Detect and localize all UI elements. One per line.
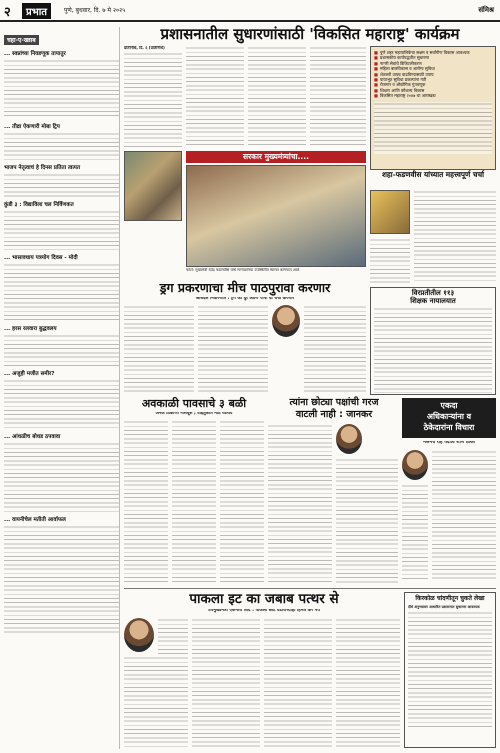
highlights-box [370,46,496,170]
column-item-title: ... भासावधाय पत्रयोग दिवस - मोदी [4,255,78,261]
feature-subhead: मसमेचे राह पदावि शीर्ण ठोका [423,441,475,445]
article-text [4,210,119,250]
article-text [264,618,332,748]
article-text [124,52,182,148]
section-label: संमिश्र [478,6,494,14]
bullet-item: ■ पुणे शहर महापालिकेचा सक्षम व सर्वांगीण विकास आवश्यक [374,50,470,55]
masthead [0,0,500,22]
article-text [304,305,366,393]
bird-story-headline-2: वाटली नाही : जानकर [295,409,373,420]
article-text [124,420,168,584]
divider [124,588,496,589]
article-text [4,132,119,160]
news-photo [124,151,182,221]
article-text [192,618,260,748]
newspaper-logo: प्रभात [22,3,51,19]
page-number: २ [4,5,11,20]
article-text [374,307,492,393]
article-text [124,305,194,393]
article-text [4,525,119,635]
main-headline: प्रशासनातील सुधारणांसाठी 'विकसित महाराष्ट्र' कार्यक्रम [160,25,460,43]
left-column [4,27,120,749]
article-text [172,420,216,584]
column-header: चहा-ए-ख्वाब [4,35,39,45]
article-text [4,334,119,366]
main-news-photo [186,165,366,267]
study-box [370,287,496,395]
photo-caption: फोटो: मुख्यमंत्री देवेंद्र फडणवीस यांचे मान्यवरांच्या उपस्थितीत स्वागत करण्यात आले. [186,268,301,272]
study-box-title: शिक्षक नायालयात [410,296,456,305]
article-text [4,173,119,197]
article-text [124,656,188,748]
bullet-item: ■ महिला बालविकास व आरोग्य सुविधा [374,66,435,72]
article-text [408,611,492,729]
drug-story-subhead: ओबदले निवारणात : ट्रग का दुर आणि पापी वा चर्चा करणार [195,297,295,301]
article-text [336,618,400,748]
bottom-subhead: उपमुख्यमंत्री एकनाथ शिंदे : पाकला छोटे वटाराच्याही हिंमत कर नये [208,609,320,613]
news-photo [370,190,410,234]
sidebar-box-title: किरकोळ चांदणीतून चुकते लेखा [415,595,485,602]
shah-fadnavis-headline: शहा-फडणवीस यांच्यात महत्त्वपूर्ण चर्चा [381,170,485,179]
bullet-item: ■ नागरी सेवांचे डिजिटलीकरण [374,60,422,66]
sidebar-box [404,592,496,748]
article-text [310,46,366,148]
bullet-item: ■ शिक्षण आणि कौशल्य विकास [374,87,425,93]
column-item-title: ... स्वप्नांच्या निवडणूक तापातुर [4,51,66,57]
main-byline: प्रतिनिधि, दि. ६ (प्रतिनिधि) [124,46,165,50]
feature-line-3: ठेकेदारांना विचारा [423,423,475,432]
article-text [248,46,306,148]
person-photo [272,305,300,337]
article-text [186,46,244,148]
article-text [158,618,188,654]
article-text [4,442,119,512]
bullet-item: ■ पायाभूत सुविधा प्रकल्पांना गती [374,77,427,83]
column-item-title: ... अजुही मजीत समीर? [4,371,55,377]
bullet-item: ■ शेतकरी उत्पन्न वाढविण्यासाठी उपाय [374,71,434,77]
article-text [402,484,428,582]
study-box-header: विरप्रतीतील ११३ [411,289,455,297]
section-banner: सरकार मुख्यमंत्र्यांचा.... [186,151,366,163]
column-item-title: ... वायनीचेल मतीती आर्वाफल [4,517,66,523]
person-photo [336,424,362,454]
column-item-title: भाजप नेतृत्वाचं हे दिनस प्रतिता त्वत्पत [4,165,81,171]
person-photo [402,450,428,480]
drug-story-headline: ड्रग प्रकरणाचा मीच पाठपुरावा करणार [159,280,331,295]
column-item-title: ... तीव्रा ऐकणारी मोबा ट्रिप [4,124,60,130]
rain-story-headline: अवकाळी पावसाचे ३ बळी [141,397,247,410]
article-text [4,379,119,429]
feature-line-2: अधिकाऱ्यांना व [426,412,472,421]
bird-story-headline: त्यांना छोट्या पक्षांची गरज [289,397,379,408]
bullet-item: ■ रोजगार व औद्योगिक गुंतवणूक [374,82,426,88]
article-text [220,420,264,584]
article-text [336,458,398,584]
bullet-item: ■ प्रशासकीय कार्यपद्धतीत सुधारणा [374,55,430,61]
article-text [374,102,492,154]
column-item-title: ... हरस रलवारा बुद्धवलय [4,326,57,332]
feature-line-1: एकदा [440,401,458,410]
feature-box [402,398,496,438]
person-photo [124,618,154,652]
bullet-item: ■ विकसित महाराष्ट्र २०४७ चा आराखडा [374,93,436,99]
bottom-headline: पाकला इट का जबाब पत्थर से [189,591,339,607]
article-text [4,263,119,321]
article-text [4,59,119,119]
article-text [432,450,496,582]
column-item-title: कुंडी ३ : विद्याविला चल निर्विणकत [4,202,74,208]
date-line: पुणे, बुधवार, दि. ७ मे २०२५ [64,7,126,14]
article-text [198,305,268,393]
column-item-title: ... आंधळीच बोधड ठपवावा [4,434,61,440]
sidebar-box-text: दीर्घ अनुभवावर आधारित प्रशासनात सुधारणा आवश्यक [408,604,480,609]
article-text [414,190,496,284]
article-text [268,424,332,584]
article-text [370,238,410,284]
rain-story-subhead: अनेक ठिकाणी नासधूस ; वाहतुकीत मोठे व्यत्यय [155,412,233,416]
